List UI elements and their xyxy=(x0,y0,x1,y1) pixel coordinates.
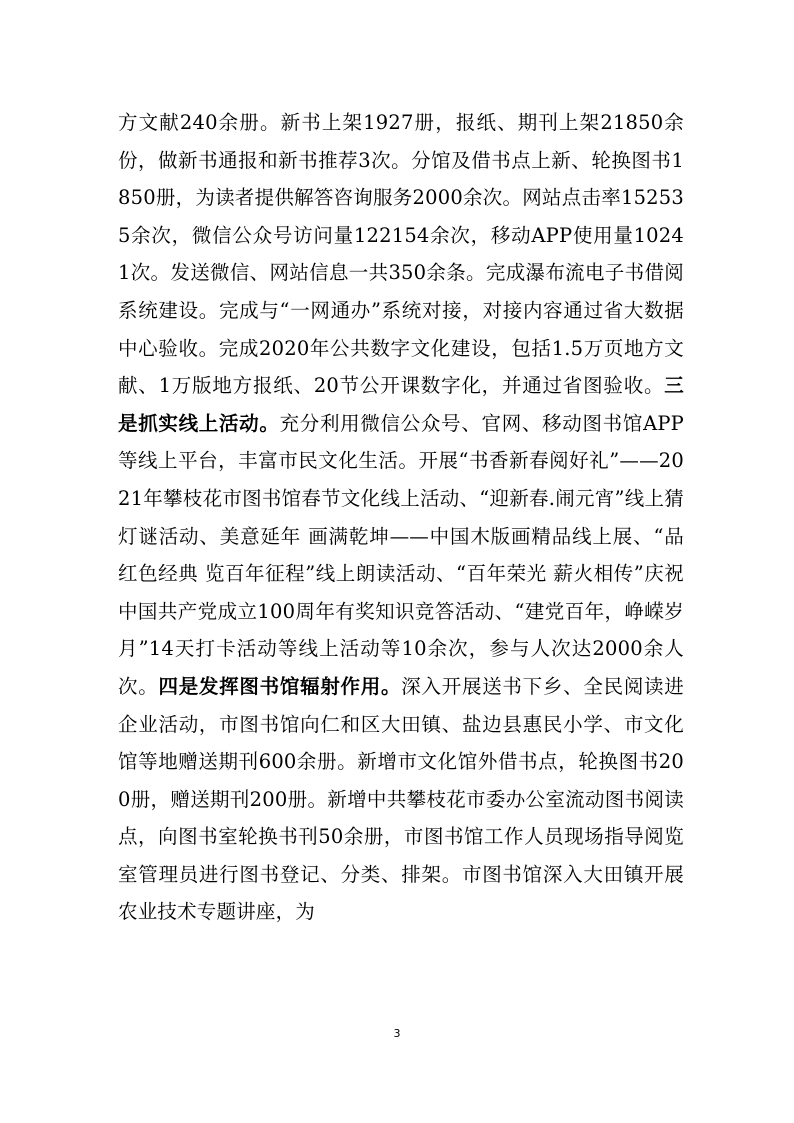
paragraph-text-segment: 方文献240余册。新书上架1927册，报纸、期刊上架21850余份，做新书通报和新书推荐3次。分馆及借书点上新、轮换图书1850册，为读者提供解答咨询服务2000余次。网站点击率152535余次，微信公众号访问量122154余次，移动APP使用量10241次。发送微信、网站信息一共350余条。完成瀑布流电子书借阅系统建设。完成与“一网通办”系统对接，对接内容通过省大数据中心验收。完成2020年公共数字文化建设，包括1.5万页地方文献、1万版地方报纸、20节公开课数字化，并通过省图验收。 xyxy=(118,111,684,398)
body-paragraph xyxy=(118,104,684,931)
paragraph-text-segment: 深入开展送书下乡、全民阅读进企业活动，市图书馆向仁和区大田镇、盐边县惠民小学、市文化馆等地赠送期刊600余册。新增市文化馆外借书点，轮换图书200册，赠送期刊200册。新增中共攀枝花市委办公室流动图书阅读点，向图书室轮换书刊50余册，市图书馆工作人员现场指导阅览室管理员进行图书登记、分类、排架。市图书馆深入大田镇开展农业技术专题讲座，为 xyxy=(118,674,684,924)
paragraph-text-segment: 充分利用微信公众号、官网、移动图书馆APP等线上平台，丰富市民文化生活。开展“书香新春阅好礼”——2021年攀枝花市图书馆春节文化线上活动、“迎新春.闹元宵”线上猜灯谜活动、美意延年 画满乾坤——中国木版画精品线上展、“品红色经典 览百年征程”线上朗读活动、“百年荣光 薪火相传”庆祝中国共产党成立100周年有奖知识竞答活动、“建党百年，峥嵘岁月”14天打卡活动等线上活动等10余次，参与人次达2000余人次。 xyxy=(118,411,684,698)
section-heading-3: 三是抓实线上活动。 xyxy=(118,374,684,435)
section-heading-4: 四是发挥图书馆辐射作用。 xyxy=(158,674,402,698)
page-number: 3 xyxy=(393,1027,401,1040)
